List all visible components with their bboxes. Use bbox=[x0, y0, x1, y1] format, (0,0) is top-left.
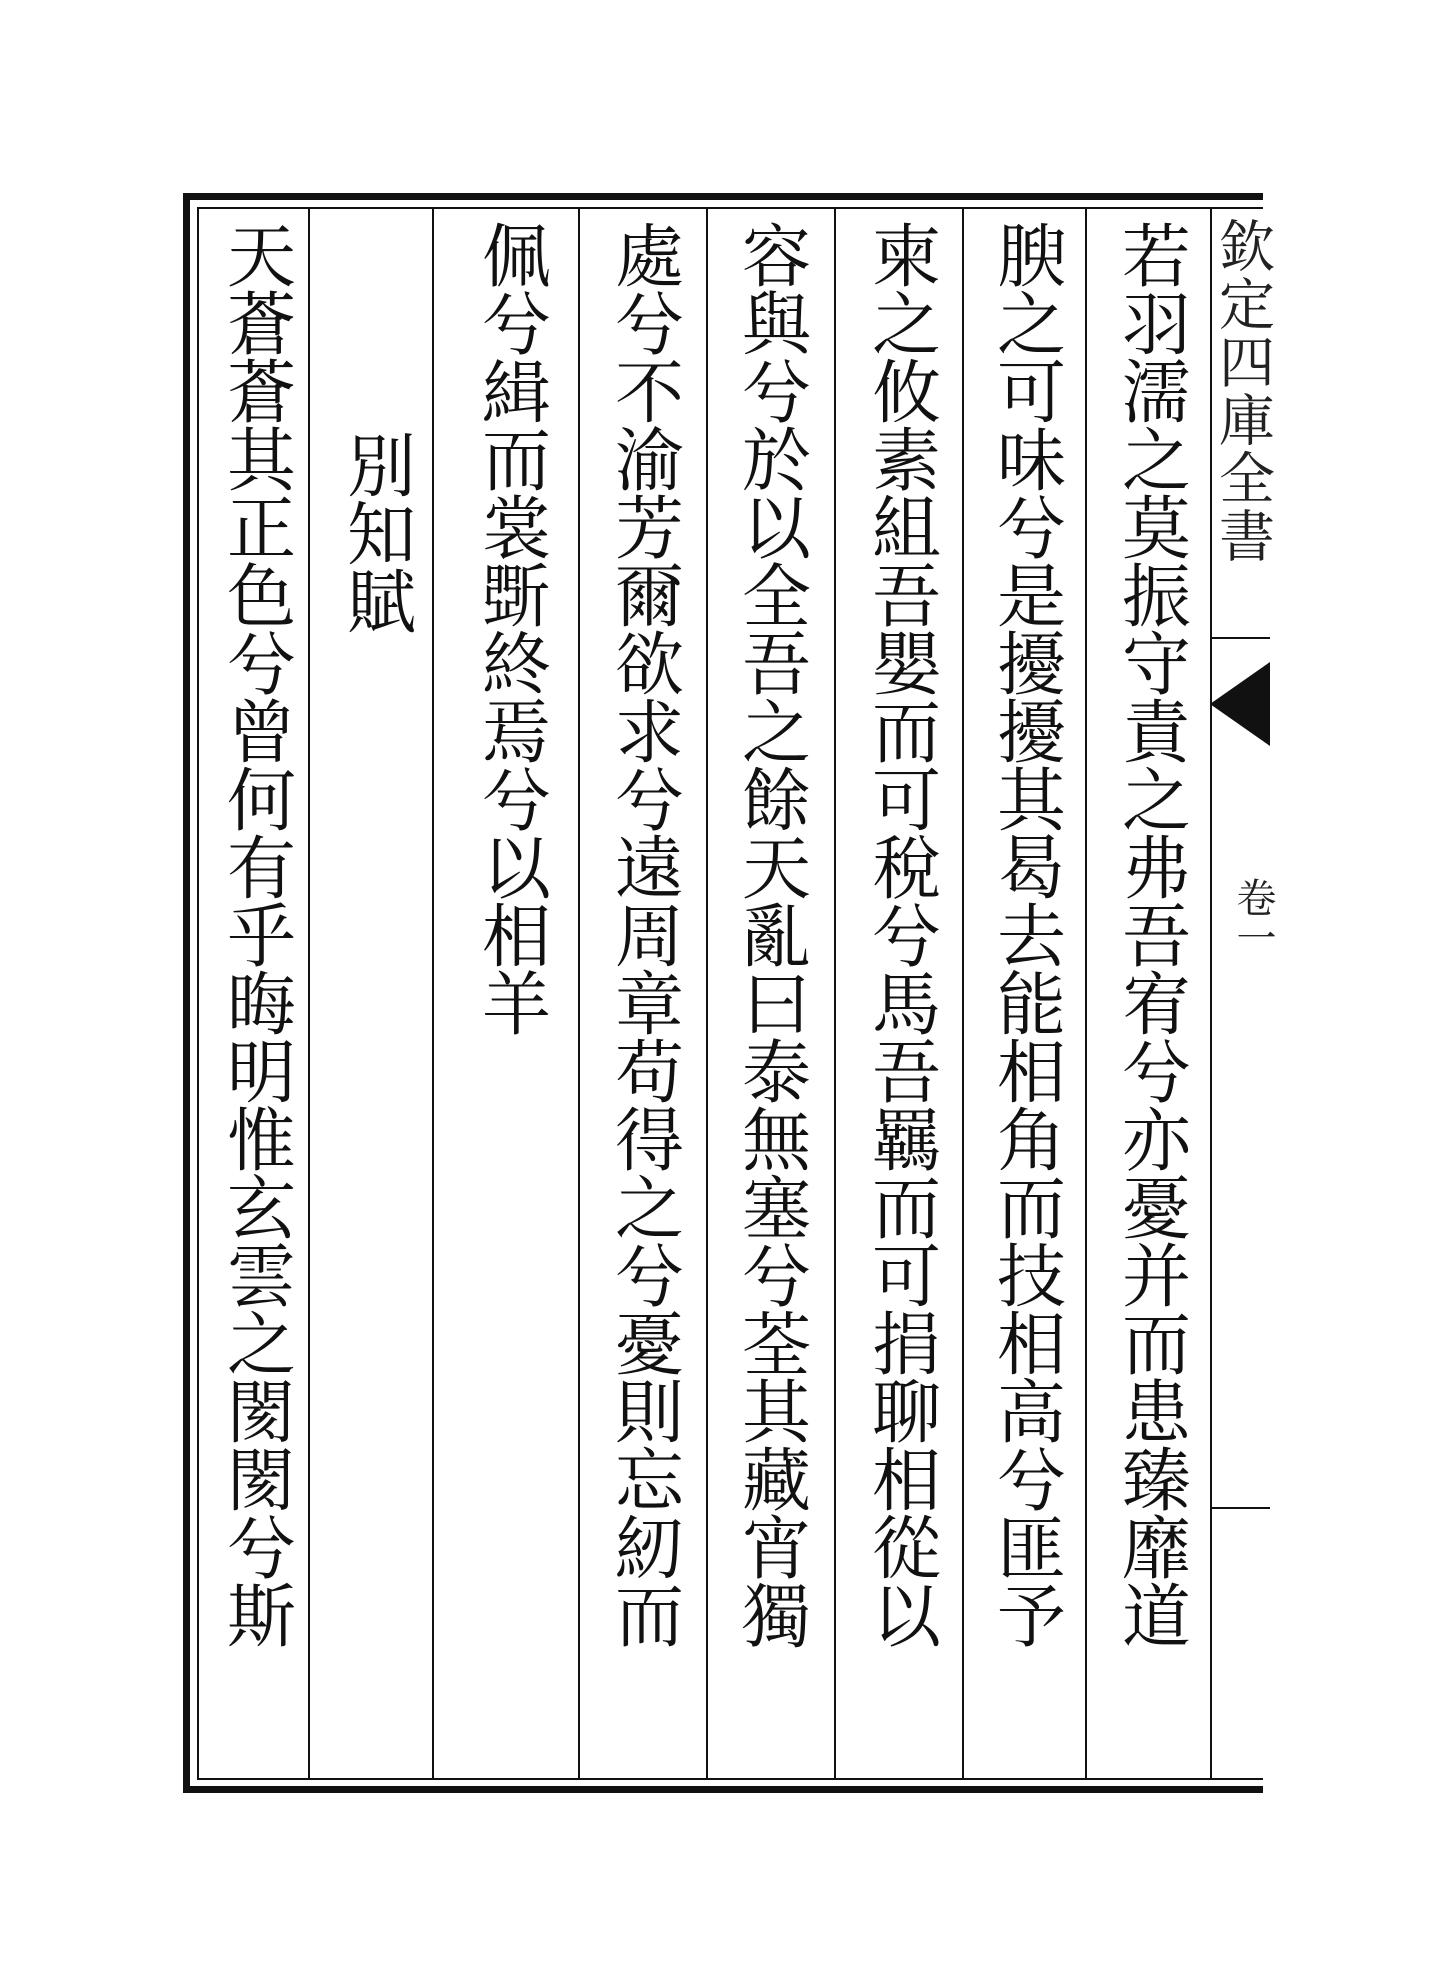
section-title: 別知賦 bbox=[335, 430, 415, 634]
margin-rule bbox=[1210, 637, 1270, 639]
text-column-3: 柬之攸素組吾嬰而可稅兮馬吾羈而可捐聊相從以 bbox=[860, 220, 940, 1648]
column-divider bbox=[432, 207, 434, 1780]
margin-rule bbox=[1210, 1507, 1270, 1509]
text-column-4: 容與兮於以全吾之餘天亂曰泰無塞兮荃其藏宵獨 bbox=[730, 220, 810, 1648]
column-divider bbox=[962, 207, 964, 1780]
text-column-6: 佩兮緝而裳斲終焉兮以相羊 bbox=[470, 220, 550, 1036]
text-column-1: 若羽濡之莫振守責之弗吾宥兮亦憂并而患臻靡道 bbox=[1110, 220, 1190, 1648]
column-divider bbox=[1085, 207, 1087, 1780]
volume-label: 卷一 bbox=[1230, 877, 1276, 957]
text-column-2: 腴之可味兮是擾擾其曷去能相角而技相高兮匪予 bbox=[985, 220, 1065, 1648]
book-title: 欽定四庫全書 bbox=[1210, 217, 1275, 565]
fish-tail-mark bbox=[1210, 662, 1270, 746]
column-divider bbox=[834, 207, 836, 1780]
column-divider bbox=[578, 207, 580, 1780]
text-column-8: 天蒼蒼其正色兮曾何有乎晦明惟玄雲之閡閡兮斯 bbox=[215, 220, 295, 1648]
page-margin-column bbox=[1210, 207, 1276, 1780]
column-divider bbox=[706, 207, 708, 1780]
text-column-5: 處兮不渝芳爾欲求兮遠周章苟得之兮憂則忘紉而 bbox=[603, 220, 683, 1648]
